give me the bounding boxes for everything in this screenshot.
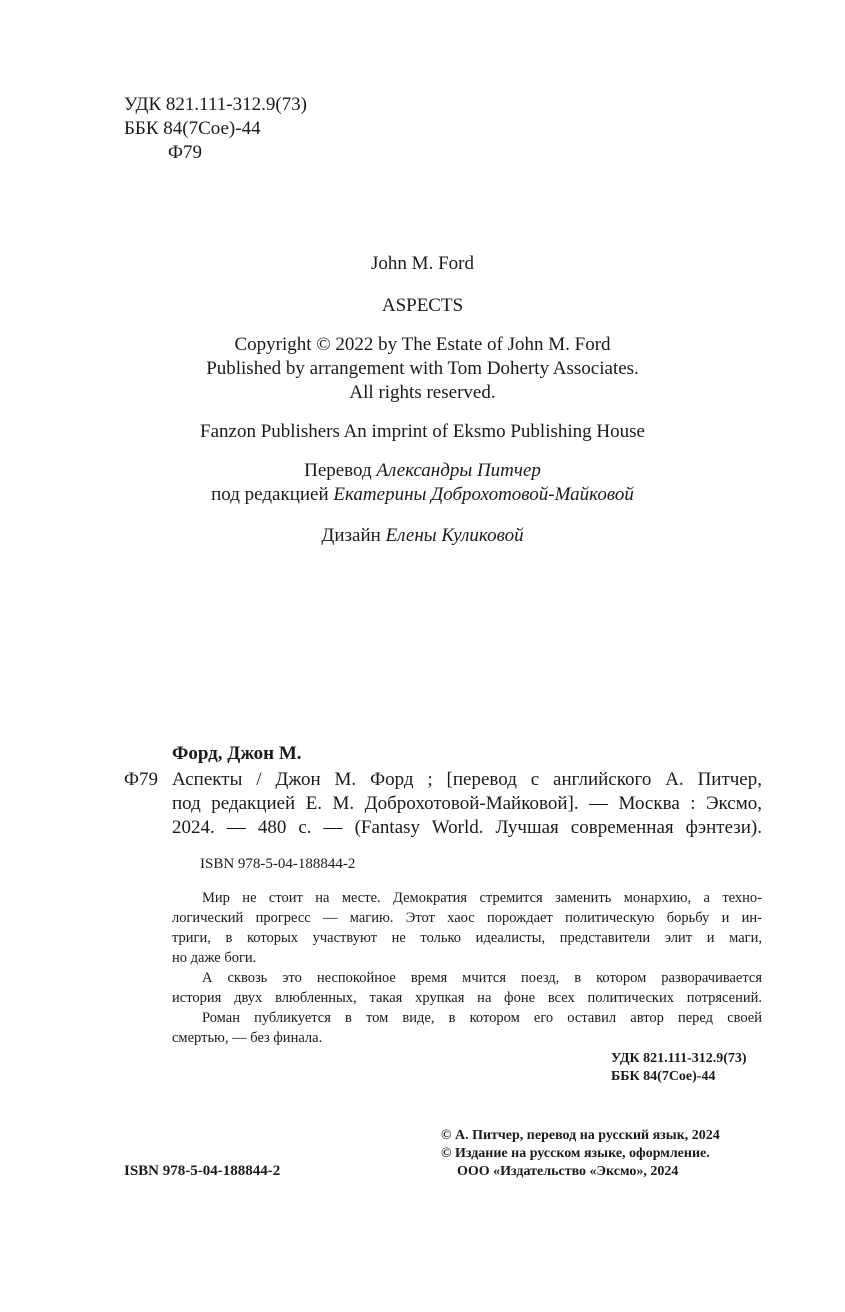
annotation-line: А сквозь это неспокойное время мчится поезд, в котором разворачивается (202, 970, 762, 986)
imprint: Fanzon Publishers An imprint of Eksmo Publishing House (200, 421, 645, 442)
isbn-bottom: ISBN 978-5-04-188844-2 (124, 1163, 281, 1179)
catalog-author-heading: Форд, Джон М. (172, 743, 302, 764)
catalog-code: Ф79 (124, 769, 159, 790)
annotation-line: Роман публикуется в том виде, в котором его оставил автор перед своей (202, 1010, 762, 1026)
bbk-code: ББК 84(7Сое)-44 (124, 118, 261, 139)
copyright-ru (441, 1127, 720, 1181)
author-mark: Ф79 (168, 142, 203, 163)
catalog-description (172, 768, 762, 840)
catalog-line: Аспекты / Джон М. Форд ; [перевод с английского А. Питчер, (172, 769, 762, 790)
translator-name: Александры Питчер (376, 460, 541, 481)
editor-credit (0, 483, 845, 507)
annotation-line: триги, в которых участвуют не только идеалисты, представители элит и маги, (172, 930, 762, 946)
copyright-line: All rights reserved. (349, 382, 496, 403)
classification-top (124, 93, 307, 165)
catalog-line: 2024. — 480 с. — (Fantasy World. Лучшая современная фэнтези). (172, 817, 762, 838)
annotation-line: Мир не стоит на месте. Демократия стремится заменить монархию, а техно- (202, 890, 762, 906)
copyright-ru-line: © Издание на русском языке, оформление. (441, 1146, 710, 1161)
annotation-line: но даже боги. (172, 950, 257, 966)
translation-credit (0, 459, 845, 483)
editor-name: Екатерины Доброхотовой-Майковой (333, 484, 634, 505)
bbk-code-bottom: ББК 84(7Сое)-44 (611, 1069, 716, 1084)
credits-block (0, 459, 845, 507)
translation-prefix: Перевод (304, 460, 372, 481)
copyright-block (0, 333, 845, 405)
catalog-line: под редакцией Е. М. Доброхотовой-Майковой]. — Москва : Эксмо, (172, 793, 762, 814)
udk-code-bottom: УДК 821.111-312.9(73) (611, 1051, 747, 1066)
design-credit (0, 524, 845, 548)
annotation (172, 888, 762, 1048)
udk-code: УДК 821.111-312.9(73) (124, 94, 307, 115)
copyright-line: Published by arrangement with Tom Doherty Associates. (206, 358, 639, 379)
original-title: ASPECTS (381, 295, 464, 316)
copyright-line: Copyright © 2022 by The Estate of John M. Ford (234, 334, 611, 355)
annotation-line: логический прогресс — магию. Этот хаос порождает политическую борьбу и ин- (172, 910, 762, 926)
catalog-isbn: ISBN 978-5-04-188844-2 (200, 856, 356, 872)
editor-prefix: под редакцией (211, 484, 329, 505)
design-prefix: Дизайн (321, 525, 381, 546)
original-author: John M. Ford (371, 253, 474, 274)
annotation-line: смертью, — без финала. (172, 1030, 323, 1046)
copyright-ru-line: ООО «Издательство «Эксмо», 2024 (457, 1164, 679, 1179)
classification-bottom (611, 1050, 747, 1086)
copyright-ru-line: © А. Питчер, перевод на русский язык, 2024 (441, 1128, 720, 1143)
designer-name: Елены Куликовой (385, 525, 524, 546)
annotation-line: история двух влюбленных, такая хрупкая на фоне всех политических потрясений. (172, 990, 762, 1006)
